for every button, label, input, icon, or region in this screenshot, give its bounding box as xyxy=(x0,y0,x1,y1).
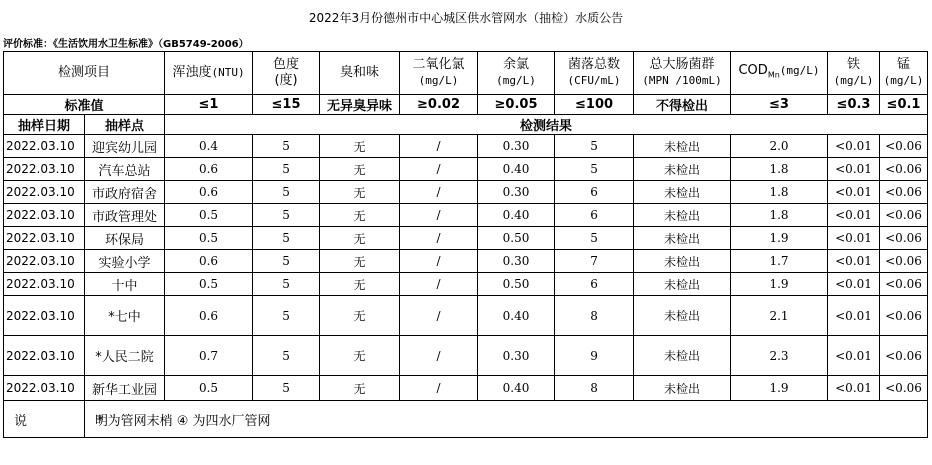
result-cell: 0.5 xyxy=(165,204,253,227)
sample-point-cell: 市政府宿舍 xyxy=(85,181,165,204)
result-cell: 0.30 xyxy=(478,135,555,158)
result-cell: / xyxy=(400,135,478,158)
sample-date-cell: 2022.03.10 xyxy=(4,227,85,250)
result-cell: 0.50 xyxy=(478,227,555,250)
result-cell: 0.5 xyxy=(165,227,253,250)
std-value: ≤1 xyxy=(165,95,253,115)
result-cell: 无 xyxy=(320,181,400,204)
result-cell: 0.5 xyxy=(165,273,253,296)
sample-point-cell: 市政管理处 xyxy=(85,204,165,227)
table-row xyxy=(4,250,928,273)
result-cell: 5 xyxy=(253,336,320,376)
result-cell: / xyxy=(400,181,478,204)
result-cell: 5 xyxy=(253,204,320,227)
result-cell: 无 xyxy=(320,376,400,401)
col-header-chlorine-dioxide: 二氧化氯 (mg/L) xyxy=(400,52,478,95)
result-cell: <0.06 xyxy=(880,135,928,158)
result-cell: 5 xyxy=(253,296,320,336)
water-quality-table xyxy=(3,51,928,438)
result-cell: <0.01 xyxy=(828,181,880,204)
subheader-row xyxy=(4,115,928,135)
result-cell: 5 xyxy=(253,158,320,181)
result-cell: <0.01 xyxy=(828,227,880,250)
result-cell: / xyxy=(400,204,478,227)
note-text: * 为管网末梢 ④ 为四水厂管网 xyxy=(85,401,928,438)
result-cell: 5 xyxy=(253,227,320,250)
result-cell: 无 xyxy=(320,204,400,227)
sample-date-cell: 2022.03.10 xyxy=(4,376,85,401)
item-header: 检测项目 xyxy=(4,52,165,95)
result-cell: 0.50 xyxy=(478,273,555,296)
std-value: ≤100 xyxy=(555,95,634,115)
sample-date-cell: 2022.03.10 xyxy=(4,158,85,181)
result-cell: 无 xyxy=(320,158,400,181)
result-cell: <0.06 xyxy=(880,273,928,296)
result-cell: 未检出 xyxy=(634,158,731,181)
result-cell: 无 xyxy=(320,336,400,376)
result-cell: 未检出 xyxy=(634,181,731,204)
result-cell: 0.5 xyxy=(165,376,253,401)
sample-point-header: 抽样点 xyxy=(85,115,165,135)
result-cell: / xyxy=(400,158,478,181)
result-cell: 0.6 xyxy=(165,158,253,181)
table-row xyxy=(4,273,928,296)
result-cell: <0.01 xyxy=(828,135,880,158)
col-header-odor: 臭和味 xyxy=(320,52,400,95)
sample-date-cell: 2022.03.10 xyxy=(4,336,85,376)
sample-point-cell: *人民二院 xyxy=(85,336,165,376)
result-cell: 未检出 xyxy=(634,250,731,273)
table-row xyxy=(4,135,928,158)
result-cell: 0.7 xyxy=(165,336,253,376)
result-cell: 6 xyxy=(555,273,634,296)
sample-date-cell: 2022.03.10 xyxy=(4,181,85,204)
result-cell: <0.01 xyxy=(828,250,880,273)
std-value: 不得检出 xyxy=(634,95,731,115)
std-value: ≤0.3 xyxy=(828,95,880,115)
result-cell: 0.6 xyxy=(165,181,253,204)
result-cell: 无 xyxy=(320,296,400,336)
result-cell: 5 xyxy=(555,158,634,181)
result-cell: 未检出 xyxy=(634,227,731,250)
result-cell: 1.7 xyxy=(731,250,828,273)
result-cell: 5 xyxy=(253,273,320,296)
result-cell: <0.06 xyxy=(880,296,928,336)
result-cell: 2.1 xyxy=(731,296,828,336)
result-cell: <0.01 xyxy=(828,273,880,296)
result-cell: 0.30 xyxy=(478,250,555,273)
table-row xyxy=(4,204,928,227)
col-header-colony: 菌落总数 (CFU/mL) xyxy=(555,52,634,95)
col-header-cod: $COD_{Mn}(mg/L)$ xyxy=(731,52,828,95)
std-value: ≤3 xyxy=(731,95,828,115)
result-cell: 5 xyxy=(253,135,320,158)
result-cell: 0.30 xyxy=(478,336,555,376)
result-cell: 5 xyxy=(555,135,634,158)
col-header-residual-chlorine: 余氯 (mg/L) xyxy=(478,52,555,95)
std-value: ≤15 xyxy=(253,95,320,115)
header-row xyxy=(4,52,928,95)
result-cell: 0.30 xyxy=(478,181,555,204)
result-cell: <0.01 xyxy=(828,158,880,181)
sample-date-cell: 2022.03.10 xyxy=(4,250,85,273)
result-cell: 8 xyxy=(555,376,634,401)
sample-point-cell: 环保局 xyxy=(85,227,165,250)
sample-point-cell: *七中 xyxy=(85,296,165,336)
result-cell: 5 xyxy=(253,181,320,204)
col-header-turbidity: 浑浊度(NTU) xyxy=(165,52,253,95)
result-cell: 9 xyxy=(555,336,634,376)
result-cell: 1.8 xyxy=(731,158,828,181)
result-cell: 未检出 xyxy=(634,376,731,401)
col-header-color: 色度 (度) xyxy=(253,52,320,95)
sample-date-cell: 2022.03.10 xyxy=(4,296,85,336)
sample-date-cell: 2022.03.10 xyxy=(4,135,85,158)
result-cell: 无 xyxy=(320,273,400,296)
result-cell: 6 xyxy=(555,181,634,204)
result-cell: <0.06 xyxy=(880,204,928,227)
result-cell: <0.06 xyxy=(880,250,928,273)
col-header-iron: 铁 (mg/L) xyxy=(828,52,880,95)
data-rows xyxy=(4,135,928,401)
result-cell: 5 xyxy=(253,376,320,401)
table-row xyxy=(4,336,928,376)
sample-point-cell: 十中 xyxy=(85,273,165,296)
result-cell: <0.06 xyxy=(880,158,928,181)
result-cell: 0.40 xyxy=(478,296,555,336)
result-cell: 5 xyxy=(253,250,320,273)
col-header-coliform: 总大肠菌群 (MPN /100mL) xyxy=(634,52,731,95)
result-cell: 5 xyxy=(555,227,634,250)
sample-point-cell: 新华工业园 xyxy=(85,376,165,401)
sample-point-cell: 迎宾幼儿园 xyxy=(85,135,165,158)
result-cell: 无 xyxy=(320,135,400,158)
result-cell: 2.3 xyxy=(731,336,828,376)
result-cell: 0.40 xyxy=(478,376,555,401)
table-row xyxy=(4,158,928,181)
table-row xyxy=(4,227,928,250)
result-cell: 无 xyxy=(320,227,400,250)
result-cell: <0.06 xyxy=(880,336,928,376)
result-cell: <0.06 xyxy=(880,227,928,250)
result-cell: 7 xyxy=(555,250,634,273)
std-value: ≥0.05 xyxy=(478,95,555,115)
result-cell: 未检出 xyxy=(634,204,731,227)
result-cell: 0.40 xyxy=(478,204,555,227)
note-label: 说 明 xyxy=(4,401,85,438)
result-cell: 0.6 xyxy=(165,250,253,273)
result-cell: 无 xyxy=(320,250,400,273)
result-cell: <0.06 xyxy=(880,376,928,401)
result-cell: 0.40 xyxy=(478,158,555,181)
sample-date-header: 抽样日期 xyxy=(4,115,85,135)
result-cell: / xyxy=(400,227,478,250)
result-cell: <0.01 xyxy=(828,376,880,401)
result-cell: 8 xyxy=(555,296,634,336)
standard-label: 标准值 xyxy=(4,95,165,115)
table-row xyxy=(4,296,928,336)
result-cell: 6 xyxy=(555,204,634,227)
result-cell: <0.01 xyxy=(828,204,880,227)
result-cell: 1.8 xyxy=(731,181,828,204)
result-cell: / xyxy=(400,376,478,401)
result-cell: 未检出 xyxy=(634,296,731,336)
result-cell: / xyxy=(400,250,478,273)
sample-date-cell: 2022.03.10 xyxy=(4,273,85,296)
table-row xyxy=(4,376,928,401)
sample-date-cell: 2022.03.10 xyxy=(4,204,85,227)
std-value: ≥0.02 xyxy=(400,95,478,115)
result-cell: <0.01 xyxy=(828,296,880,336)
results-header: 检测结果 xyxy=(165,115,928,135)
result-cell: 未检出 xyxy=(634,336,731,376)
sample-point-cell: 汽车总站 xyxy=(85,158,165,181)
standard-row xyxy=(4,95,928,115)
result-cell: 1.8 xyxy=(731,204,828,227)
std-value: ≤0.1 xyxy=(880,95,928,115)
result-cell: 1.9 xyxy=(731,376,828,401)
result-cell: / xyxy=(400,273,478,296)
evaluation-standard: 评价标准：《生活饮用水卫生标准》（GB5749-2006） xyxy=(3,39,249,50)
result-cell: <0.01 xyxy=(828,336,880,376)
result-cell: 0.6 xyxy=(165,296,253,336)
table-row xyxy=(4,181,928,204)
result-cell: 未检出 xyxy=(634,273,731,296)
result-cell: 未检出 xyxy=(634,135,731,158)
result-cell: 0.4 xyxy=(165,135,253,158)
result-cell: 1.9 xyxy=(731,273,828,296)
sample-point-cell: 实验小学 xyxy=(85,250,165,273)
col-header-manganese: 锰 (mg/L) xyxy=(880,52,928,95)
result-cell: 1.9 xyxy=(731,227,828,250)
result-cell: / xyxy=(400,336,478,376)
std-value: 无异臭异味 xyxy=(320,95,400,115)
result-cell: 2.0 xyxy=(731,135,828,158)
result-cell: <0.06 xyxy=(880,181,928,204)
page-title: 2022年3月份德州市中心城区供水管网水（抽检）水质公告 xyxy=(308,11,624,25)
note-row xyxy=(4,401,928,438)
result-cell: / xyxy=(400,296,478,336)
